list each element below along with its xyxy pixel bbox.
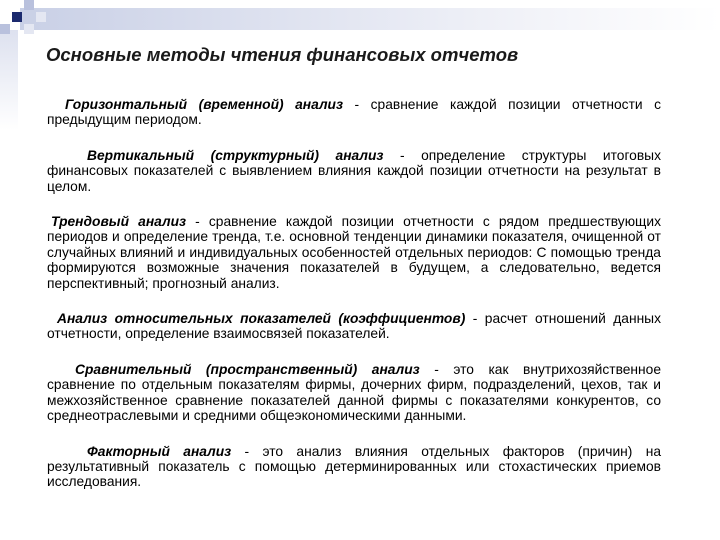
- term-factor-analysis: Факторный анализ: [87, 443, 232, 459]
- term-ratio-analysis: Анализ относительных показателей (коэффициентов): [57, 311, 466, 327]
- decor-square: [0, 24, 10, 34]
- decor-square: [12, 12, 22, 22]
- definition-comparative-analysis: - это как внутрихозяйственное сравнение по отдельным показателям фирмы, дочерних фирм, подразделений, цехов, так и межхозяйственное сравнение показателей данной фирмы с показателями конкурентов, со среднеотраслевыми и средними общеэкономическими данными.: [47, 361, 661, 424]
- decor-square: [24, 24, 34, 34]
- definition-vertical-analysis: - определение структуры итоговых финансовых показателей с выявлением влияния каждой позиции отчетности на результат в целом.: [47, 147, 661, 194]
- paragraph-horizontal-analysis: [47, 97, 661, 128]
- paragraph-ratio-analysis: [47, 311, 661, 342]
- paragraph-factor-analysis: [47, 444, 661, 490]
- content-body: [47, 97, 661, 490]
- header-gradient-bar: [20, 8, 720, 30]
- definition-ratio-analysis: - расчет отношений данных отчетности, определение взаимосвязей показателей.: [47, 311, 661, 342]
- decor-square: [24, 0, 34, 10]
- paragraph-trend-analysis: [47, 214, 661, 291]
- term-comparative-analysis: Сравнительный (пространственный) анализ: [75, 361, 420, 377]
- definition-factor-analysis: - это анализ влияния отдельных факторов (причин) на результативный показатель с помощью детерминированных или стохастических приемов исследования.: [47, 443, 662, 490]
- decor-square: [36, 12, 46, 22]
- term-horizontal-analysis: Горизонтальный (временной) анализ: [65, 97, 344, 112]
- definition-horizontal-analysis: - сравнение каждой позиции отчетности с предыдущим периодом.: [47, 97, 662, 128]
- term-vertical-analysis: Вертикальный (структурный) анализ: [87, 147, 384, 163]
- paragraph-vertical-analysis: [47, 148, 661, 194]
- definition-trend-analysis: - сравнение каждой позиции отчетности с рядом предшествующих периодов и определение тренда, т.е. основной тенденции динамики показателя, очищенной от случайных влияний и индивидуальных особенностей отдельных периодов: С помощью тренда формируются возможные значения показателей в будущем, а следовательно, ведется перспективный; прогнозный анализ.: [47, 214, 661, 291]
- slide-title: Основные методы чтения финансовых отчетов: [46, 44, 519, 65]
- term-trend-analysis: Трендовый анализ: [51, 214, 187, 230]
- side-gradient-bar: [0, 30, 18, 130]
- paragraph-comparative-analysis: [47, 362, 661, 424]
